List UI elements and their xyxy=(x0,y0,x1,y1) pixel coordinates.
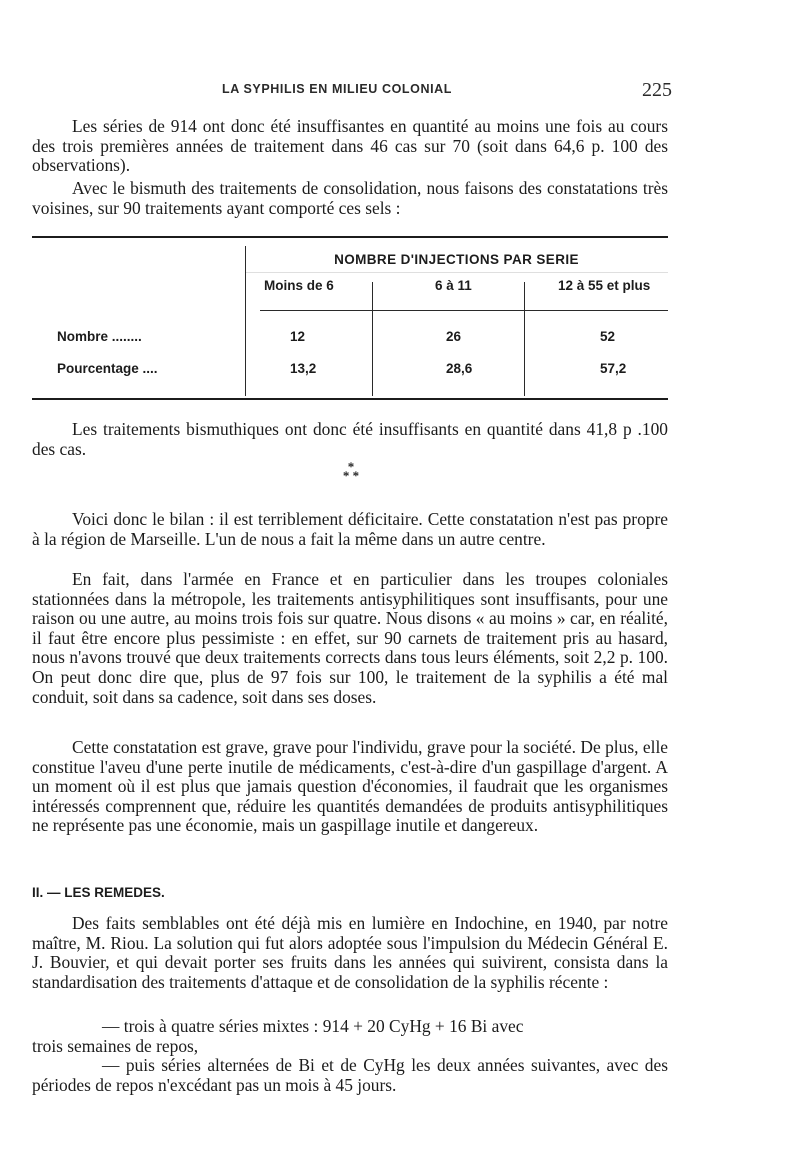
paragraph-constatation: Cette constatation est grave, grave pour l'individu, grave pour la société. De plus, elle constitue l'aveu d'une perte inutile de médicaments, c'est-à-dire d'un gaspillage d'argent. A un moment où il est plus que jamais question d'économies, il faudrait que les organismes intéressés comprennent que, réduire les quantités demandées de produits antisyphilitiques ne représente pas une économie, mais un gaspillage inutile et dangereux. xyxy=(32,737,668,836)
table-bottom-rule xyxy=(32,398,668,400)
injections-table xyxy=(32,236,668,401)
section-asterism xyxy=(336,459,366,483)
page-number: 225 xyxy=(642,79,672,101)
table-column-header: 6 à 11 xyxy=(435,278,472,293)
paragraph-armee: En fait, dans l'armée en France et en particulier dans les troupes coloniales stationnées dans la métropole, les traitements antisyphilitiques sont insuffisants, pour une raison ou une autre, au moins trois fois sur quatre. Nous disons « au moins » car, en réalité, il faut être encore plus pessimiste : en effet, sur 90 carnets de traitement pris au hasard, nous n'avons trouvé que deux traitements corrects dans tous leurs éléments, soit 2,2 p. 100. On peut donc dire que, plus de 97 fois sur 100, le traitement de la syphilis a été mal conduit, soit dans sa cadence, soit dans ses doses. xyxy=(32,569,668,707)
paragraph-bismuth-intro: Avec le bismuth des traitements de consolidation, nous faisons des constatations très voisines, sur 90 traitements ayant comporté ces sels : xyxy=(32,178,668,218)
paragraph-914-series: Les séries de 914 ont donc été insuffisantes en quantité au moins une fois au cours des trois premières années de traitement dans 46 cas sur 70 (soit dans 64,6 p. 100 des observations). xyxy=(32,116,668,176)
section-heading: II. — LES REMEDES. xyxy=(32,885,165,900)
paragraph-indochine: Des faits semblables ont été déjà mis en lumière en Indochine, en 1940, par notre maître, M. Riou. La solution qui fut alors adoptée sous l'impulsion du Médecin Général E. J. Bouvier, et qui devait porter ses fruits dans les années qui suivirent, consista dans la standardisation des traitements d'attaque et de consolidation de la syphilis récente : xyxy=(32,913,668,992)
paragraph-bilan: Voici donc le bilan : il est terriblement déficitaire. Cette constatation n'est pas propre à la région de Marseille. L'un de nous a fait la même dans un autre centre. xyxy=(32,509,668,549)
table-column-header: 12 à 55 et plus xyxy=(558,278,651,293)
table-cell: 13,2 xyxy=(290,361,317,376)
list-item: — trois à quatre séries mixtes : 914 + 20 CyHg + 16 Bi avec xyxy=(102,1016,524,1036)
table-top-rule xyxy=(32,236,668,238)
table-row-label: Pourcentage .... xyxy=(57,361,158,376)
table-divider xyxy=(524,282,525,396)
table-cell: 26 xyxy=(446,329,462,344)
asterism-glyph: * * * xyxy=(342,459,360,483)
paragraph-bismuth-result: Les traitements bismuthiques ont donc été insuffisants en quantité dans 41,8 p .100 des cas. xyxy=(32,419,668,459)
table-cell: 57,2 xyxy=(600,361,627,376)
table-cell: 12 xyxy=(290,329,306,344)
table-header-separator xyxy=(245,272,668,273)
table-divider xyxy=(245,246,246,396)
table-divider xyxy=(372,282,373,396)
list-item-continuation: trois semaines de repos, xyxy=(32,1036,199,1056)
table-group-header: NOMBRE D'INJECTIONS PAR SERIE xyxy=(334,252,579,267)
table-column-header: Moins de 6 xyxy=(264,278,334,293)
table-row-label: Nombre ........ xyxy=(57,329,142,344)
table-cell: 52 xyxy=(600,329,616,344)
table-cell: 28,6 xyxy=(446,361,473,376)
table-header-rule xyxy=(260,310,668,311)
running-title: LA SYPHILIS EN MILIEU COLONIAL xyxy=(222,82,453,96)
list-item: — puis séries alternées de Bi et de CyHg les deux années suivantes, avec des périodes de repos n'excédant pas un mois à 45 jours. xyxy=(32,1055,668,1095)
